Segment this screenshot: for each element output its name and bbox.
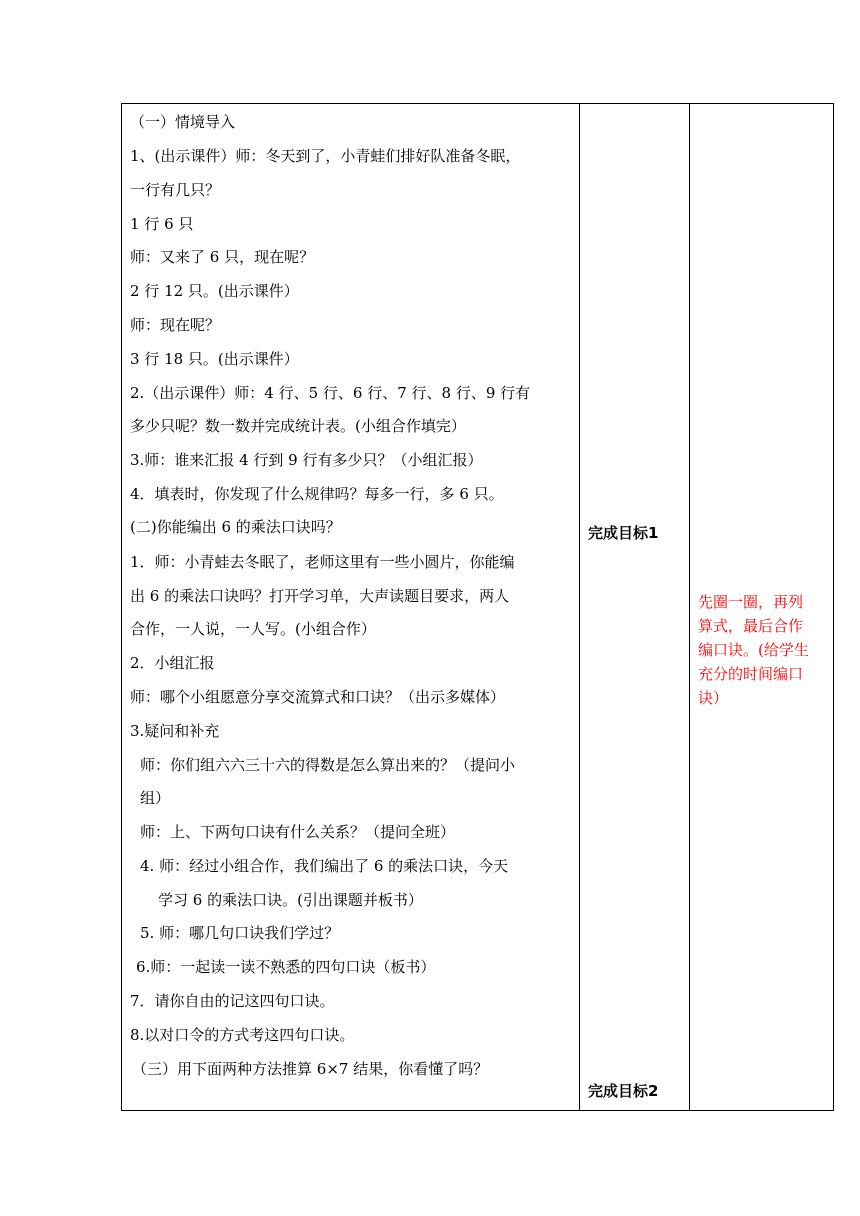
text-line: 3.疑问和补充 — [130, 722, 220, 740]
text-line: 4. 师：经过小组合作，我们编出了 6 的乘法口诀，今天 — [140, 857, 509, 875]
text-line: 组） — [140, 789, 171, 807]
section-heading: （一）情境导入 — [130, 113, 236, 131]
text-line: 5. 师：哪几句口诀我们学过？ — [140, 924, 340, 942]
section-heading: (二)你能编出 6 的乘法口诀吗？ — [130, 518, 341, 536]
text-line: 2．小组汇报 — [130, 654, 215, 672]
text-line: 3.师：谁来汇报 4 行到 9 行有多少只？（小组汇报） — [130, 451, 483, 469]
teaching-process-cell — [122, 104, 579, 1110]
text-line: 一行有几只？ — [130, 181, 221, 199]
text-line: 合作，一人说，一人写。(小组合作） — [130, 620, 376, 638]
text-line: 8.以对口令的方式考这四句口诀。 — [130, 1026, 355, 1044]
text-line: 1．师：小青蛙去冬眠了，老师这里有一些小圆片，你能编 — [130, 553, 515, 571]
text-line: 多少只呢？数一数并完成统计表。(小组合作填完） — [130, 417, 466, 435]
text-line: 2 行 12 只。(出示课件） — [130, 282, 299, 300]
text-line: 师：哪个小组愿意分享交流算式和口诀？（出示多媒体） — [130, 688, 506, 706]
text-line: 师：又来了 6 只，现在呢？ — [130, 248, 315, 266]
text-line: 师：你们组六六三十六的得数是怎么算出来的？（提问小 — [140, 756, 516, 774]
text-line: 师：上、下两句口诀有什么关系？（提问全班） — [140, 823, 456, 841]
column-divider — [579, 104, 580, 1110]
goal-label-2: 完成目标2 — [588, 1082, 659, 1100]
lesson-plan-table — [121, 103, 834, 1111]
text-line: 出 6 的乘法口诀吗？打开学习单，大声读题目要求，两人 — [130, 587, 510, 605]
text-line: 4．填表时，你发现了什么规律吗？每多一行，多 6 只。 — [130, 485, 504, 503]
text-line: 学习 6 的乘法口诀。(引出课题并板书） — [158, 891, 423, 909]
text-line: 3 行 18 只。(出示课件） — [130, 350, 299, 368]
note-line: 算式，最后合作 — [698, 617, 804, 635]
goal-label-1: 完成目标1 — [588, 524, 659, 542]
text-line: 1 行 6 只 — [130, 215, 194, 233]
text-line: 1、(出示课件）师：冬天到了，小青蛙们排好队准备冬眠， — [130, 147, 521, 165]
text-line: 2.（出示课件）师：4 行、5 行、6 行、7 行、8 行、9 行有 — [130, 384, 531, 402]
column-divider — [689, 104, 690, 1110]
note-line: 编口诀。(给学生 — [698, 641, 809, 659]
note-line: 诀） — [698, 689, 729, 707]
text-line: 6.师：一起读一读不熟悉的四句口诀（板书） — [136, 958, 436, 976]
note-line: 充分的时间编口 — [698, 665, 804, 683]
teaching-note — [698, 590, 832, 710]
note-line: 先圈一圈，再列 — [698, 593, 804, 611]
section-heading: （三）用下面两种方法推算 6×7 结果，你看懂了吗？ — [132, 1060, 489, 1078]
text-line: 7．请你自由的记这四句口诀。 — [130, 992, 335, 1010]
text-line: 师：现在呢？ — [130, 316, 221, 334]
